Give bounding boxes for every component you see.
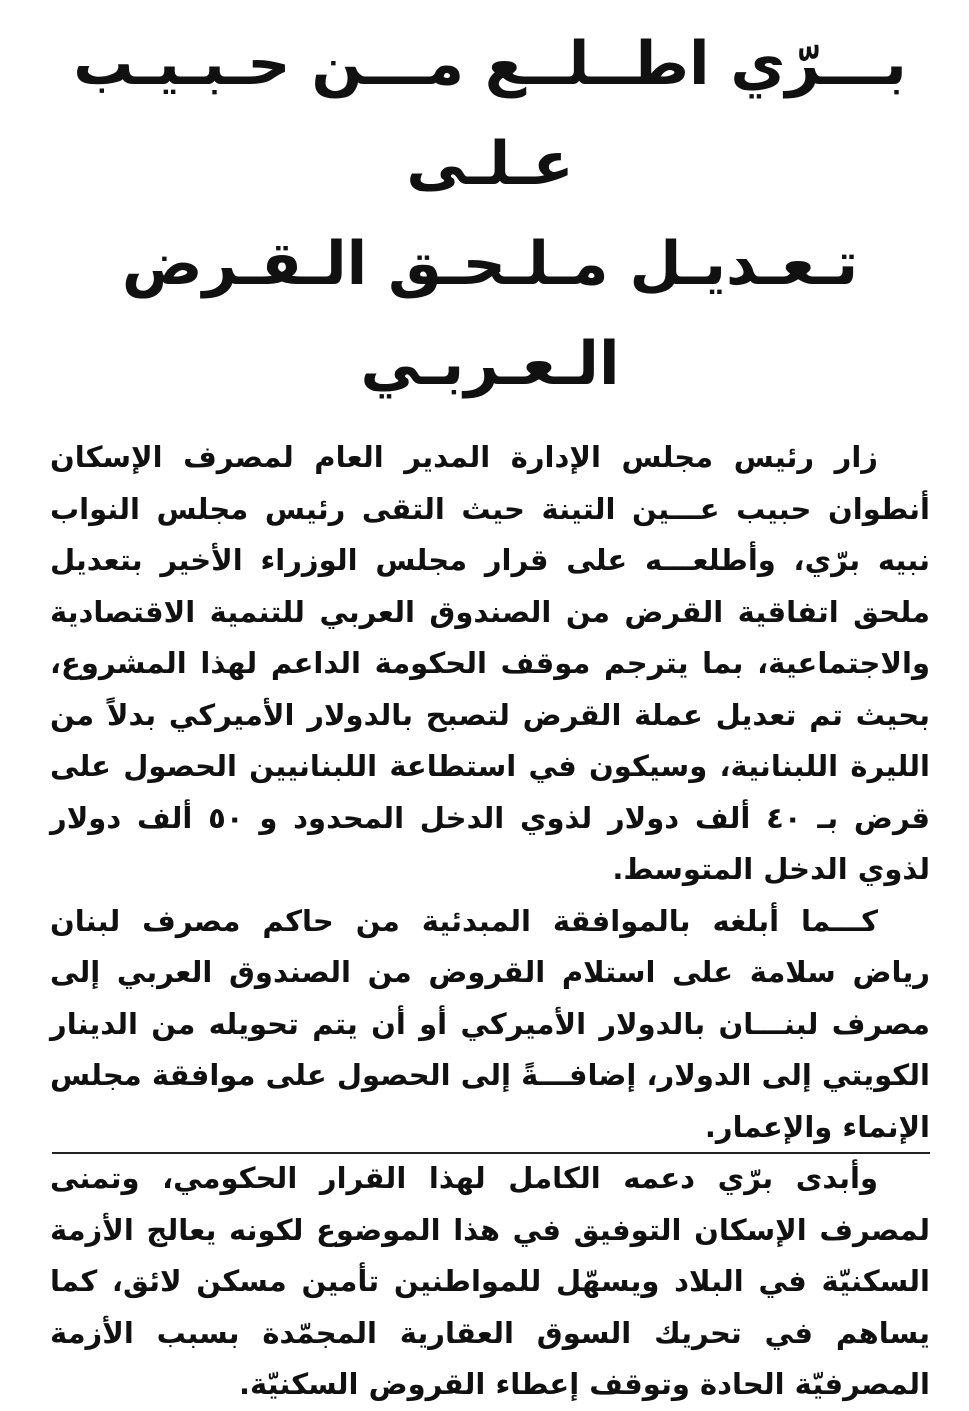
news-article [50,14,930,1411]
paragraph-1: زار رئيس مجلس الإدارة المدير العام لمصرف الإسكان أنطوان حبيب عـــين التينة حيث التقى رئيس مجلس النواب نبيه برّي، وأطلعـــه على قرار مجلس الوزراء الأخير بتعديل ملحق اتفاقية القرض من الصندوق العربي للتنمية الاقتصادية والاجتماعية، بما يترجم موقف الحكومة الداعم لهذا المشروع، بحيث تم تعديل عملة القرض لتصبح بالدولار الأميركي بدلاً من الليرة اللبنانية، وسيكون في استطاعة اللبنانيين الحصول على قرض بـ ٤٠ ألف دولار لذوي الدخل المحدود و ٥٠ ألف دولار لذوي الدخل المتوسط. [50,440,930,886]
bottom-divider [52,1152,930,1154]
article-body [50,432,930,1411]
article-headline [50,14,930,414]
paragraph-3: وأبدى برّي دعمه الكامل لهذا القرار الحكومي، وتمنى لمصرف الإسكان التوفيق في هذا الموضوع لكونه يعالج الأزمة السكنيّة في البلاد ويسهّل للمواطنين تأمين مسكن لائق، كما يساهم في تحريك السوق العقارية المجمّدة بسبب الأزمة المصرفيّة الحادة وتوقف إعطاء القروض السكنيّة. [50,1161,930,1401]
headline-line-1: بـــرّي اطــلــع مـــن حـبـيـب عـلـى [73,29,907,199]
paragraph-2: كـــما أبلغه بالموافقة المبدئية من حاكم مصرف لبنان رياض سلامة على استلام القروض من الصندوق العربي إلى مصرف لبنـــان بالدولار الأميركي أو أن يتم تحويله من الدينار الكويتي إلى الدولار، إضافـــةً إلى الحصول على موافقة مجلس الإنماء والإعمار. [50,903,930,1144]
headline-line-2: تـعـديـل مـلـحـق الـقـرض الـعـربـي [121,229,859,399]
